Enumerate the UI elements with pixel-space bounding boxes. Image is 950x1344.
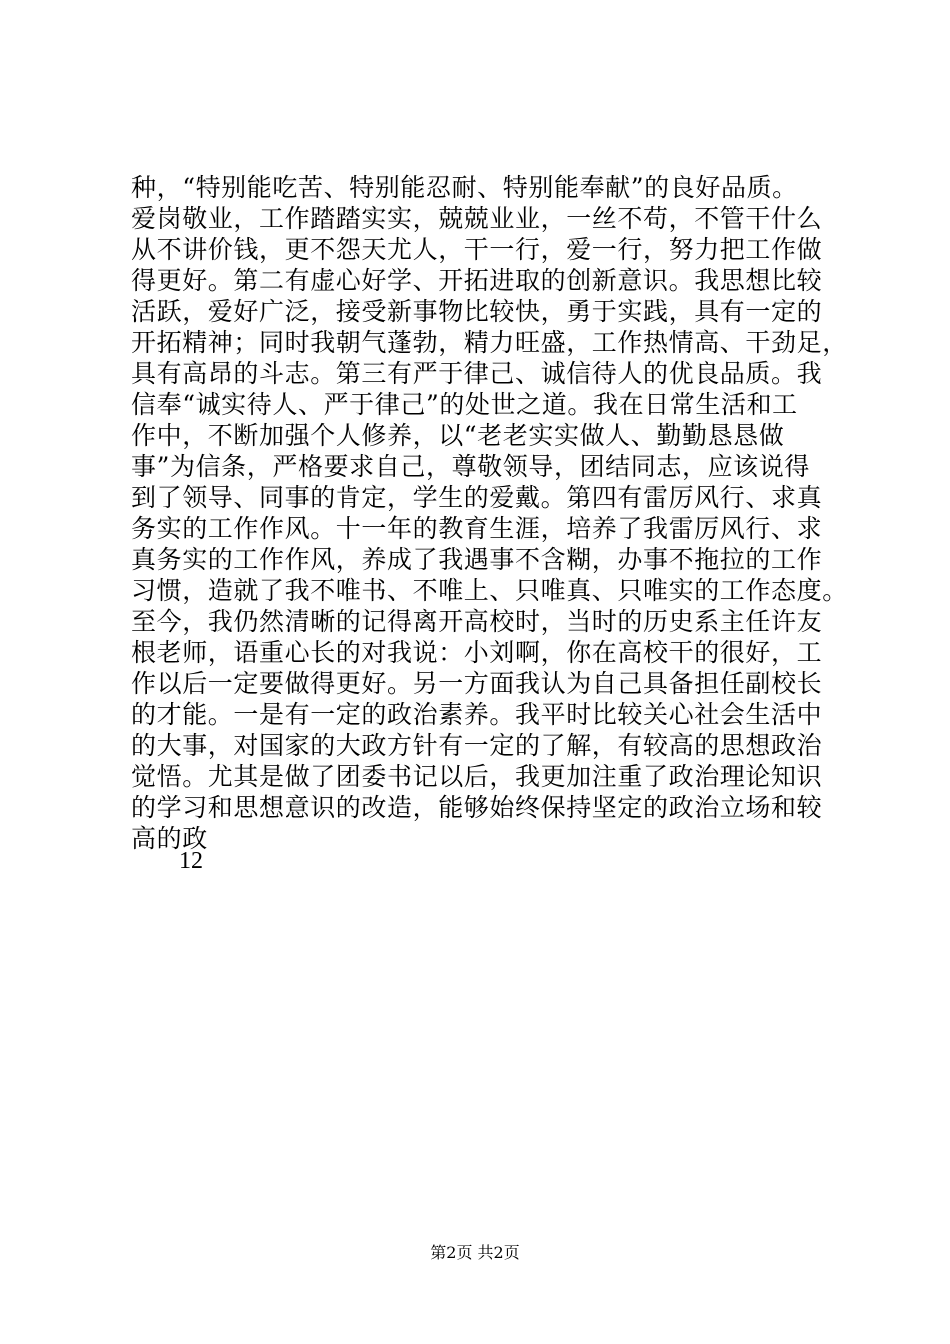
page-footer: 第2页 共2页	[430, 1243, 520, 1262]
body-text	[131, 172, 848, 854]
text-line: 到了领导、同事的肯定，学生的爱戴。第四有雷厉风行、求真	[131, 483, 823, 512]
text-line: 作以后一定要做得更好。另一方面我认为自己具备担任副校长	[131, 669, 823, 698]
text-line: 得更好。第二有虚心好学、开拓进取的创新意识。我思想比较	[131, 266, 823, 295]
inline-page-number: 12	[179, 848, 203, 874]
text-line: 作中，不断加强个人修养，以“老老实实做人、勤勤恳恳做	[131, 421, 785, 450]
text-line: 习惯，造就了我不唯书、不唯上、只唯真、只唯实的工作态度。	[131, 576, 848, 605]
text-line: 开拓精神；同时我朝气蓬勃，精力旺盛，工作热情高、干劲足，	[131, 328, 848, 357]
text-line: 爱岗敬业，工作踏踏实实，兢兢业业，一丝不苟，不管干什么	[131, 204, 823, 233]
text-line: 的学习和思想意识的改造，能够始终保持坚定的政治立场和较	[131, 793, 823, 822]
text-line: 务实的工作作风。十一年的教育生涯，培养了我雷厉风行、求	[131, 514, 823, 543]
text-line: 从不讲价钱，更不怨天尤人，干一行，爱一行，努力把工作做	[131, 235, 823, 264]
text-line: 觉悟。尤其是做了团委书记以后，我更加注重了政治理论知识	[131, 762, 823, 791]
text-line: 事”为信条，严格要求自己，尊敬领导，团结同志，应该说得	[131, 452, 810, 481]
text-line: 根老师，语重心长的对我说：小刘啊，你在高校干的很好，工	[131, 638, 823, 667]
text-line: 高的政	[131, 824, 208, 853]
text-line: 的才能。一是有一定的政治素养。我平时比较关心社会生活中	[131, 700, 823, 729]
text-line: 的大事，对国家的大政方针有一定的了解，有较高的思想政治	[131, 731, 823, 760]
text-line: 种，“特别能吃苦、特别能忍耐、特别能奉献”的良好品质。	[131, 173, 798, 202]
text-line: 具有高昂的斗志。第三有严于律己、诚信待人的优良品质。我	[131, 359, 823, 388]
text-line: 信奉“诚实待人、严于律己”的处世之道。我在日常生活和工	[131, 390, 798, 419]
text-line: 至今，我仍然清晰的记得离开高校时，当时的历史系主任许友	[131, 607, 823, 636]
text-line: 真务实的工作作风，养成了我遇事不含糊，办事不拖拉的工作	[131, 545, 823, 574]
text-line: 活跃，爱好广泛，接受新事物比较快，勇于实践，具有一定的	[131, 297, 823, 326]
